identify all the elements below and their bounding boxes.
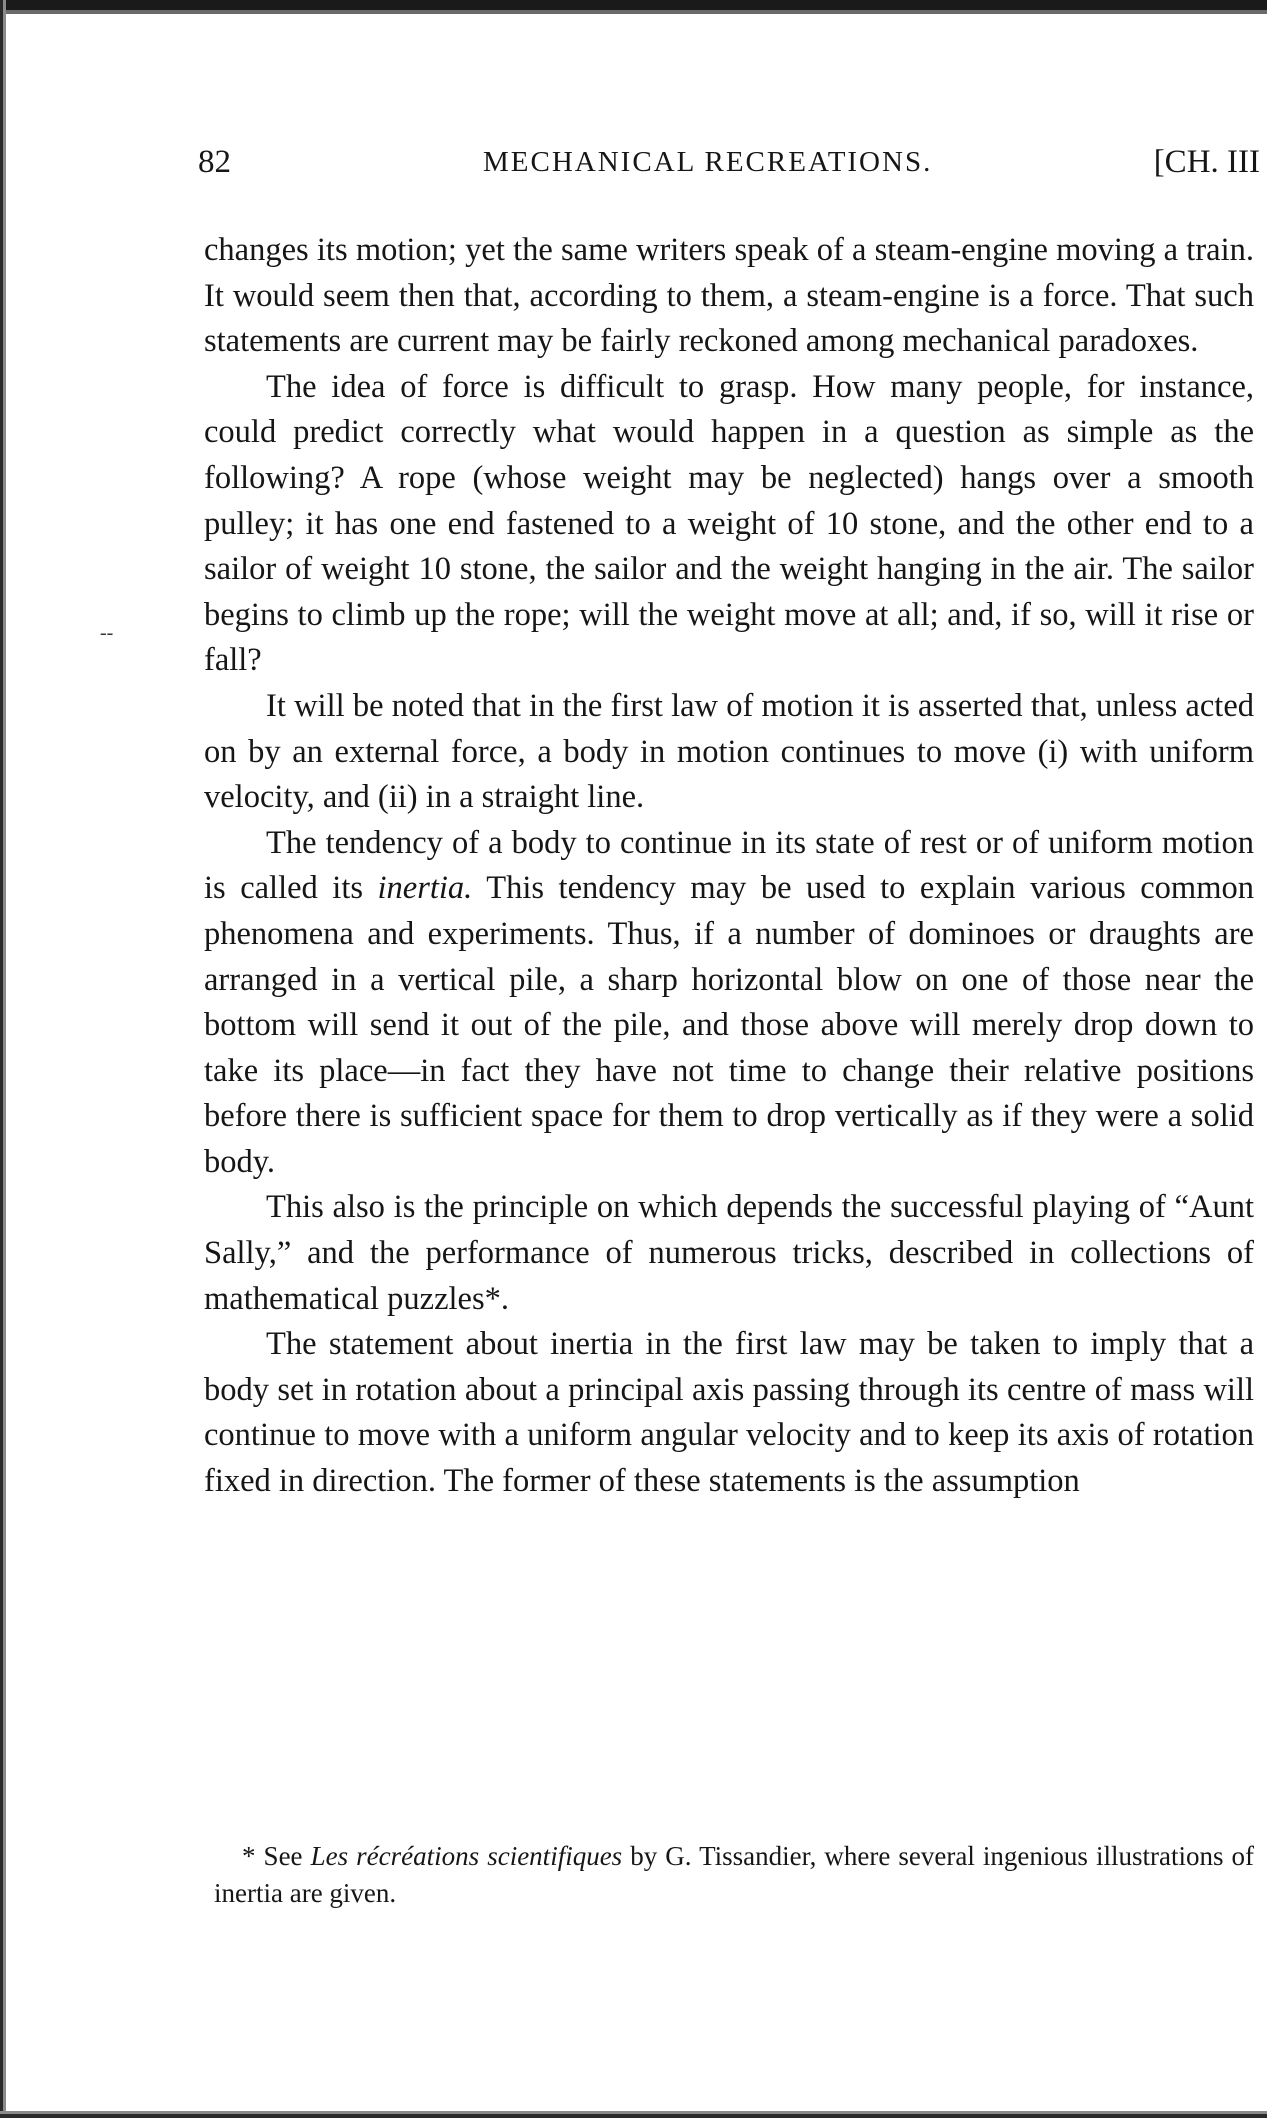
paragraph-rotation: The statement about inertia in the first law may be taken to imply that a body set in rotation about a principal axis passing through its centre of mass will continue to move with a uniform angular velocity and to keep its axis of rotation fixed in direction. The former of these statements is the assumption: [204, 1326, 1254, 1500]
paragraph-aunt-sally: This also is the principle on which depends the successful playing of “Aunt Sally,” and the performance of numerous tricks, described in collections of mathematical puzzles*.: [204, 1189, 1254, 1317]
running-head: [198, 140, 1260, 184]
inertia-text-before: The tendency of a body to continue in its state of rest or of uniform motion is called its: [204, 824, 1254, 907]
page-bottom-edge: [0, 2104, 1267, 2118]
margin-mark: --: [100, 622, 114, 644]
inertia-term: inertia.: [377, 870, 473, 907]
running-title: MECHANICAL RECREATIONS.: [483, 146, 933, 178]
page-left-edge: [0, 0, 10, 2118]
paragraph-continuation: changes its motion; yet the same writers speak of a steam-engine moving a train. It would seem then that, according to them, a steam-engine is a force. That such statements are current may be fairly reckoned among mechanical paradoxes.: [204, 232, 1254, 360]
footnote-book-title: Les récréations scientifiques: [310, 1841, 623, 1871]
paragraph-inertia: [204, 821, 1254, 1186]
page-top-edge: [0, 0, 1267, 22]
paragraph-force-question: The idea of force is difficult to grasp. How many people, for instance, could predict correctly what would happen in a question as simple as the following? A rope (whose weight may be neglected) hangs over a smooth pulley; it has one end fastened to a weight of 10 stone, and the other end to a sailor of weight 10 stone, the sailor and the weight hanging in the air. The sailor begins to climb up the rope; will the weight move at all; and, if so, will it rise or fall?: [204, 368, 1254, 679]
footnote-text: by G. Tissandier, where several ingenious illustrations of inertia are given.: [214, 1841, 1254, 1908]
chapter-reference: [CH. III: [1153, 144, 1260, 180]
footnote: [214, 1838, 1254, 1912]
page-number: 82: [198, 144, 231, 180]
footnote-prefix: * See: [242, 1841, 311, 1871]
inertia-text-after: This tendency may be used to explain various common phenomena and experiments. Thus, if a number of dominoes or draughts are arranged in a vertical pile, a sharp horizontal blow on one of those near the bottom will send it out of the pile, and those above will merely drop down to take its place—in fact they have not time to change their relative positions before there is sufficient space for them to drop vertically as if they were a solid body.: [204, 870, 1254, 1180]
paragraph-first-law: It will be noted that in the first law of motion it is asserted that, unless acted on by an external force, a body in motion continues to move (i) with uniform velocity, and (ii) in a straight line.: [204, 687, 1254, 816]
body-text: [204, 228, 1254, 1505]
